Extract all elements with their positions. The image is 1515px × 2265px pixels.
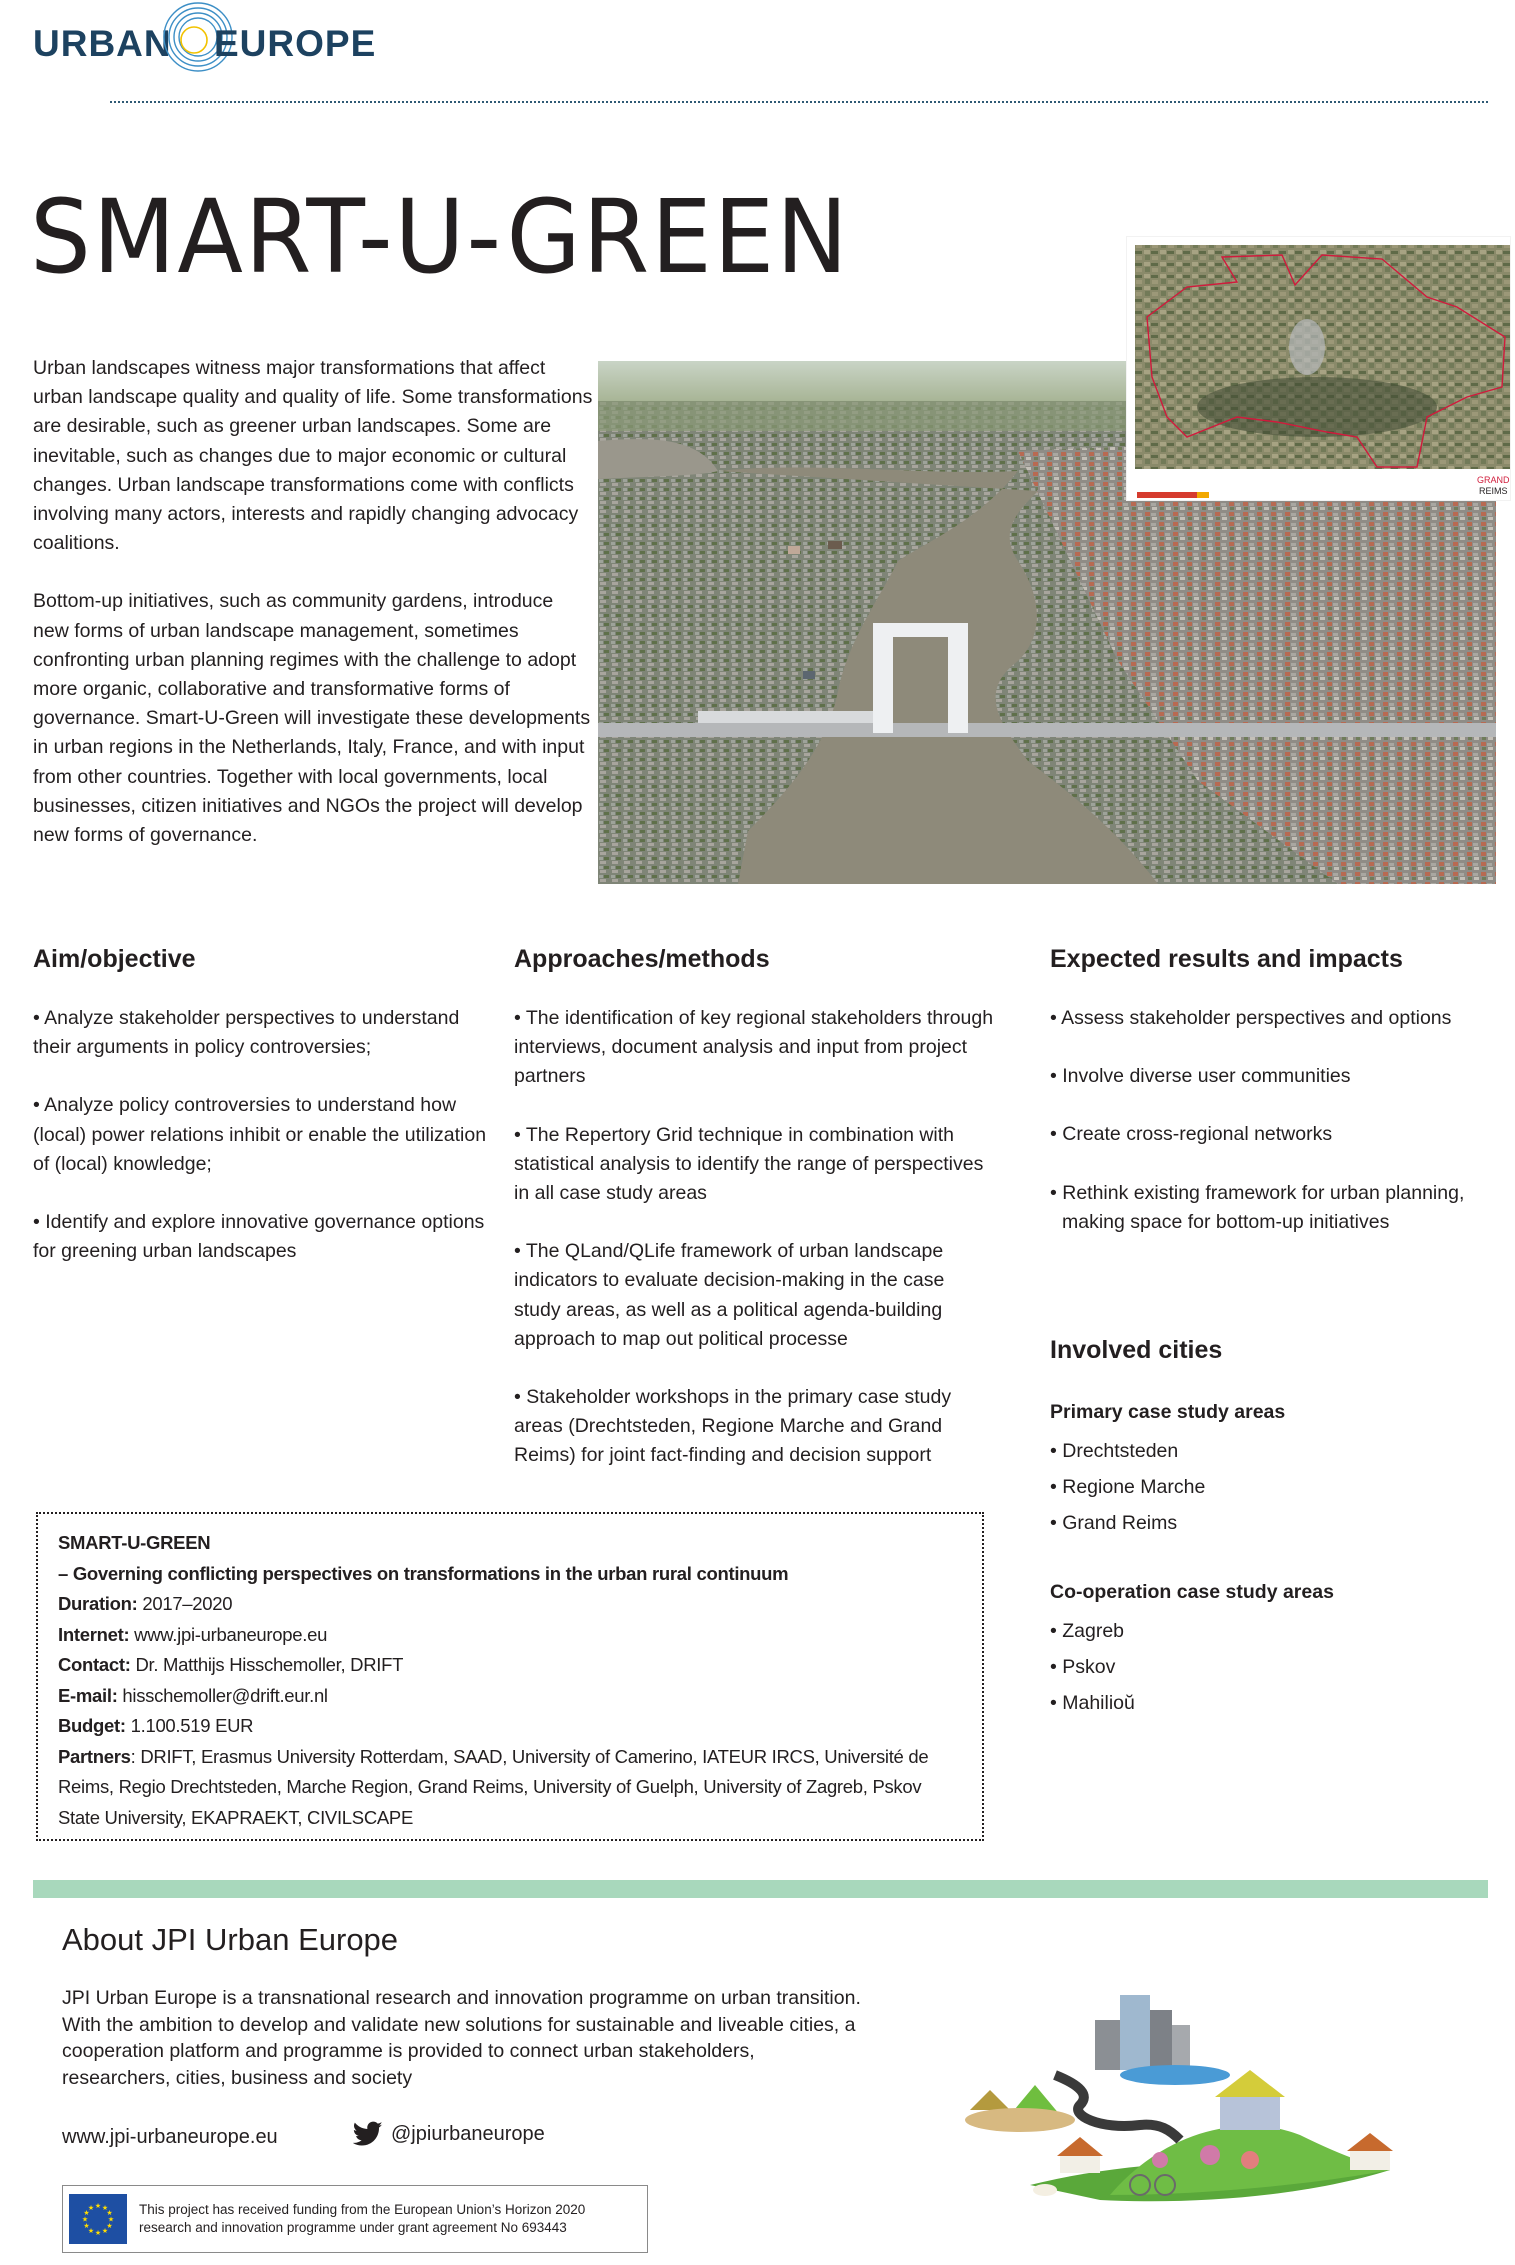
budget-value: 1.100.519 EUR <box>125 1715 254 1736</box>
partners-label: Partners <box>58 1745 131 1767</box>
eu-flag-icon <box>69 2194 127 2244</box>
svg-text:★: ★ <box>106 2222 113 2230</box>
email-row <box>58 1681 962 1712</box>
svg-text:★: ★ <box>107 2215 115 2224</box>
project-info-box <box>36 1512 984 1841</box>
contact-label: Contact: <box>58 1654 131 1675</box>
grand-reims-map-inset <box>1127 237 1510 500</box>
methods-item: • Stakeholder workshops in the primary case study areas (Drechtsteden, Regione Marche and Grand Reims) for joint fact-finding and decision support <box>514 1386 952 1467</box>
svg-text:★: ★ <box>87 2227 95 2235</box>
aim-item: • Identify and explore innovative governance options for greening urban landscapes <box>33 1211 485 1263</box>
methods-heading: Approaches/methods <box>514 945 770 973</box>
results-item: • Assess stakeholder perspectives and options <box>1050 1007 1452 1029</box>
results-item: • Rethink existing framework for urban planning, making space for bottom-up initiatives <box>1050 1181 1465 1233</box>
methods-item: • The Repertory Grid technique in combination with statistical analysis to identify the range of perspectives in all case study areas <box>514 1123 984 1205</box>
duration-value: 2017–2020 <box>137 1593 233 1614</box>
internet-link[interactable]: www.jpi-urbaneurope.eu <box>129 1623 328 1645</box>
svg-text:REIMS: REIMS <box>1479 486 1508 496</box>
cooperation-areas-heading: Co-operation case study areas <box>1050 1581 1334 1603</box>
funding-line-1: This project has received funding from the European Union’s Horizon 2020 <box>139 2202 586 2217</box>
twitter-bird-icon <box>353 2121 383 2147</box>
project-name: SMART-U-GREEN <box>58 1532 211 1553</box>
methods-item: • The identification of key regional stakeholders through interviews, document analysis and input from project partners <box>514 1007 994 1088</box>
logo-text-europe: EUROPE <box>214 23 377 64</box>
budget-row <box>58 1711 962 1742</box>
methods-section <box>514 944 994 1500</box>
city-item: • Regione Marche <box>1050 1476 1206 1498</box>
urban-europe-logo <box>33 12 423 62</box>
funding-text <box>139 2201 585 2237</box>
internet-label: Internet: <box>58 1623 130 1645</box>
results-section <box>1050 944 1500 1266</box>
city-item: • Zagreb <box>1050 1620 1125 1642</box>
intro-paragraph-1: Urban landscapes witness major transformations that affect urban landscape quality and quality of life. Some transformations are desirable, such as greener urban landscapes. Some are inevitable, such as changes due to major economic or cultural changes. Urban landscape transformations come with conflicts involving many actors, interests and rapidly changing advocacy coalitions. <box>33 357 593 555</box>
primary-areas-heading: Primary case study areas <box>1050 1401 1286 1423</box>
urban-collage-illustration <box>950 1955 1400 2235</box>
svg-text:★: ★ <box>81 2215 89 2224</box>
svg-text:★: ★ <box>106 2209 113 2217</box>
aim-item: • Analyze stakeholder perspectives to understand their arguments in policy controversies; <box>33 1007 460 1059</box>
svg-text:★: ★ <box>101 2227 109 2235</box>
svg-text:★: ★ <box>83 2209 90 2217</box>
email-link[interactable]: hisschemoller@drift.eur.nl <box>117 1684 328 1706</box>
budget-label: Budget: <box>58 1715 126 1736</box>
svg-text:★: ★ <box>101 2204 109 2212</box>
svg-text:★: ★ <box>94 2229 102 2237</box>
website-link[interactable]: www.jpi-urbaneurope.eu <box>62 2126 278 2148</box>
aim-heading: Aim/objective <box>33 945 196 973</box>
contact-value: Dr. Matthijs Hisschemoller, DRIFT <box>130 1654 404 1675</box>
aim-item: • Analyze policy controversies to understand how (local) power relations inhibit or enable the utilization of (local) knowledge; <box>33 1094 487 1175</box>
about-title: About JPI Urban Europe <box>62 1922 399 1957</box>
partners-row <box>58 1742 938 1834</box>
results-item: • Involve diverse user communities <box>1050 1065 1351 1088</box>
svg-text:★: ★ <box>87 2204 95 2212</box>
funding-line-2: research and innovation programme under grant agreement No 693443 <box>139 2220 567 2235</box>
internet-row <box>58 1620 962 1651</box>
methods-item: • The QLand/QLife framework of urban landscape indicators to evaluate decision-making in the case study areas, as well as a political agenda-building approach to map out political processe <box>514 1240 945 1350</box>
duration-label: Duration: <box>58 1593 138 1614</box>
twitter-handle: @jpiurbaneurope <box>391 2122 545 2145</box>
email-label: E-mail: <box>58 1684 118 1706</box>
about-text: JPI Urban Europe is a transnational research and innovation programme on urban transition. With the ambition to develop and validate new solutions for sustainable and liveable cities, a cooperation platform and programme is provided to connect urban stakeholders, researchers, cities, business and society <box>62 1987 861 2089</box>
results-heading: Expected results and impacts <box>1050 945 1403 973</box>
city-item: • Grand Reims <box>1050 1512 1178 1534</box>
page-title: SMART-U-GREEN <box>30 178 850 297</box>
header-divider <box>110 101 1488 103</box>
eu-funding-notice <box>62 2185 648 2253</box>
involved-cities-section <box>1050 1335 1500 1757</box>
cities-heading: Involved cities <box>1050 1336 1223 1364</box>
city-item: • Mahilioŭ <box>1050 1692 1135 1714</box>
svg-text:★: ★ <box>94 2202 102 2210</box>
duration-row <box>58 1589 962 1620</box>
intro-paragraph-2: Bottom-up initiatives, such as community gardens, introduce new forms of urban landscape management, sometimes confronting urban planning regimes with the challenge to adopt more organic, collaborative and transformative forms of governance. Smart-U-Green will investigate these developments in urban regions in the Netherlands, Italy, France, and with input from other countries. Together with local governments, local businesses, citizen initiatives and NGOs the project will develop new forms of governance. <box>33 590 591 847</box>
project-subtitle: – Governing conflicting perspectives on transformations in the urban rural continuum <box>58 1562 789 1584</box>
svg-text:GRAND: GRAND <box>1477 475 1510 485</box>
city-item: • Drechtsteden <box>1050 1440 1179 1462</box>
intro-text <box>33 354 593 879</box>
results-item: • Create cross-regional networks <box>1050 1123 1333 1146</box>
twitter-link[interactable] <box>353 2121 545 2147</box>
city-item: • Pskov <box>1050 1656 1116 1678</box>
aim-section <box>33 944 493 1295</box>
svg-text:★: ★ <box>83 2222 90 2230</box>
partners-value: : DRIFT, Erasmus University Rotterdam, SAAD, University of Camerino, IATEUR IRCS, Université de Reims, Regio Drechtsteden, Marche Region, Grand Reims, University of Guelph, University of Zagreb, Pskov State University, EKAPRAEKT, CIVILSCAPE <box>58 1745 929 1828</box>
logo-text-urban: URBAN <box>33 23 172 64</box>
footer-accent-bar <box>33 1880 1488 1898</box>
contact-row <box>58 1650 962 1681</box>
